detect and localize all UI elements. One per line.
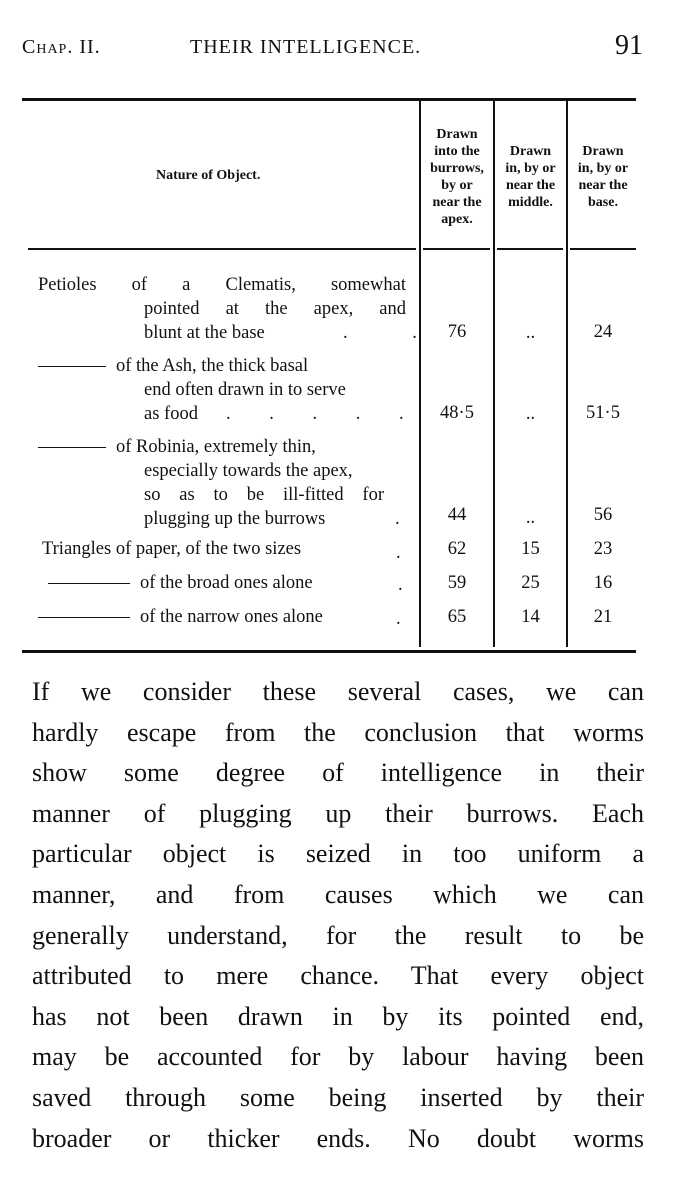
body-line: If we consider these several cases, we can (32, 677, 644, 706)
header-line: by or (441, 178, 473, 193)
cell-middle: .. (525, 404, 536, 424)
header-line: apex. (441, 212, 473, 227)
header-apex (421, 126, 493, 228)
cell-base: 56 (593, 505, 613, 525)
cell-middle: .. (525, 323, 536, 343)
row-leader: . (395, 509, 400, 529)
ditto-dash (38, 447, 106, 448)
header-line: near the (505, 178, 556, 193)
cell-middle: .. (525, 508, 536, 528)
row-label-text: of the Ash, the thick basal (116, 356, 309, 376)
row-label-line: plugging up the burrows (144, 509, 326, 529)
header-line: burrows, (430, 161, 484, 176)
row-label-line: as food (144, 404, 198, 424)
body-paragraph (32, 672, 644, 1159)
header-line: Drawn (582, 144, 624, 159)
header-nature-of-object: Nature of Object. (156, 168, 261, 183)
table-row-robinia (38, 435, 408, 531)
row-label-line: Petioles of a Clematis, somewhat (38, 275, 406, 295)
header-middle (494, 143, 567, 211)
cell-base: 23 (593, 539, 613, 559)
body-line: manner, and from causes which we can (32, 879, 644, 909)
body-line: generally understand, for the result to be (32, 920, 644, 950)
row-label-line: blunt at the base (144, 323, 265, 343)
body-line: saved through some being inserted by their (32, 1082, 644, 1112)
cell-middle: 15 (521, 539, 540, 559)
cell-middle: 25 (521, 573, 540, 593)
table-row-triangles-both (42, 537, 301, 561)
body-line: manner of plugging up their burrows. Each (32, 798, 644, 828)
header-underline (423, 248, 490, 250)
row-label-line: pointed at the apex, and (144, 299, 406, 319)
cell-apex: 65 (447, 607, 467, 627)
row-leader: . . (343, 323, 447, 343)
header-underline (497, 248, 563, 250)
page-number: 91 (615, 30, 643, 61)
row-label-text: Triangles of paper, of the two sizes (42, 539, 302, 559)
ditto-dash (48, 583, 130, 584)
cell-base: 24 (593, 322, 613, 342)
row-label-text: of the narrow ones alone (140, 607, 323, 627)
header-line: middle. (508, 195, 553, 210)
row-label-text: of the broad ones alone (140, 573, 313, 593)
row-label-line: especially towards the apex, (144, 461, 353, 481)
table-row-triangles-broad (48, 571, 313, 595)
header-line: Drawn (509, 144, 552, 159)
row-label-line (38, 354, 408, 378)
row-leader: . (396, 543, 401, 563)
running-header (22, 30, 643, 70)
header-base (567, 143, 639, 211)
header-line: into the (434, 144, 480, 159)
header-line: in, by or (505, 161, 556, 176)
body-line: attributed to mere chance. That every object (32, 961, 644, 991)
row-label-line: so as to be ill-fitted for (144, 485, 384, 505)
body-line: broader or thicker ends. No doubt worms (32, 1123, 644, 1153)
table-top-rule (22, 98, 636, 101)
header-line: in, by or (577, 161, 629, 176)
body-line: may be accounted for by labour having been (32, 1042, 644, 1072)
row-leader: . (398, 575, 403, 595)
cell-apex: 59 (447, 573, 467, 593)
cell-apex: 76 (447, 322, 467, 342)
chapter-label: Chap. II. (22, 36, 101, 58)
cell-base: 16 (593, 573, 613, 593)
header-line: near the (578, 178, 628, 193)
row-label-text: of Robinia, extremely thin, (116, 437, 316, 457)
table-bottom-rule (22, 650, 636, 653)
header-line: near the (432, 195, 482, 210)
ditto-dash (38, 617, 130, 618)
cell-base: 21 (593, 607, 613, 627)
row-label-line (38, 435, 408, 459)
body-line: hardly escape from the conclusion that worms (32, 717, 644, 747)
body-line: show some degree of intelligence in their (32, 758, 644, 788)
row-leader: . (396, 609, 401, 629)
header-line: Drawn (436, 127, 478, 142)
running-title: THEIR INTELLIGENCE. (190, 36, 422, 58)
row-label-line: end often drawn in to serve (144, 380, 346, 400)
header-underline (570, 248, 636, 250)
header-line: base. (588, 195, 618, 210)
cell-apex: 62 (447, 539, 467, 559)
cell-apex: 48·5 (440, 403, 474, 423)
cell-middle: 14 (521, 607, 540, 627)
row-leader: . . . . . (226, 404, 421, 424)
body-line: has not been drawn in by its pointed end, (32, 1001, 644, 1031)
cell-base: 51·5 (586, 403, 620, 423)
cell-apex: 44 (447, 505, 467, 525)
body-line: particular object is seized in too uniform a (32, 839, 644, 869)
ditto-dash (38, 366, 106, 367)
table-row-triangles-narrow (38, 605, 323, 629)
header-underline (28, 248, 416, 250)
